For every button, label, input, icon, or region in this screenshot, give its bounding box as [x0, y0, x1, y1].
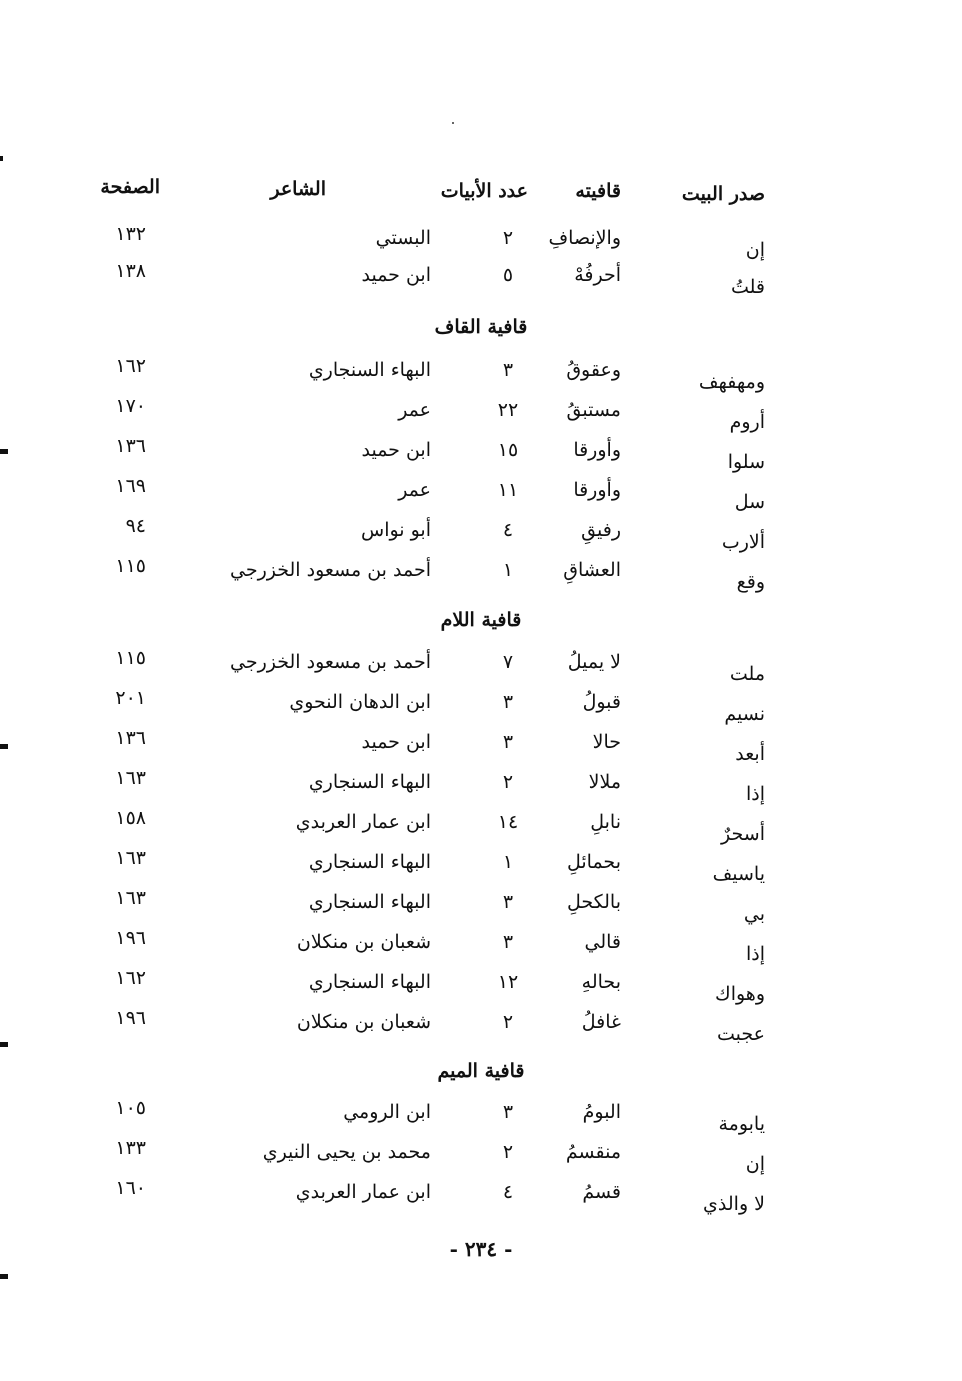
- first-word-cell: قلتُ: [730, 276, 765, 298]
- rhyme-cell: مستبقُ: [566, 399, 621, 421]
- scan-speck: [452, 122, 454, 124]
- poet-cell: شعبان بن منكلان: [296, 931, 431, 953]
- rhyme-cell: وأورقا: [573, 439, 621, 461]
- rhyme-cell: غافلُ: [581, 1011, 621, 1033]
- rhyme-cell: حالا: [592, 731, 621, 753]
- poet-cell: ابن الدهان النحوي: [289, 691, 431, 713]
- verse-count-cell: ٣: [502, 359, 514, 381]
- first-word-cell: سل: [734, 491, 765, 513]
- verse-count-cell: ٣: [502, 931, 514, 953]
- poet-cell: البهاء السنجاري: [308, 851, 431, 873]
- page-cell: ١٣٦: [115, 727, 146, 749]
- verse-count-cell: ١: [502, 559, 514, 581]
- poet-cell: ابن عمار العربدي: [295, 811, 431, 833]
- rhyme-cell: لا يميلُ: [567, 651, 621, 673]
- scan-edge-mark: [0, 156, 3, 161]
- verse-count-cell: ١٥: [497, 439, 519, 461]
- rhyme-section-title: قافية الميم: [437, 1060, 525, 1082]
- header-poet: الشاعر: [270, 178, 326, 200]
- poet-cell: ابن حميد: [361, 264, 431, 286]
- first-word-cell: ياسيف: [712, 863, 765, 885]
- page-cell: ١٣٦: [115, 435, 146, 457]
- verse-count-cell: ٢: [502, 771, 514, 793]
- poet-cell: محمد بن يحيى النيري: [262, 1141, 431, 1163]
- page-cell: ١٣٣: [115, 1137, 146, 1159]
- page-cell: ١٦٢: [115, 967, 146, 989]
- first-word-cell: بي: [743, 903, 765, 925]
- verse-count-cell: ٧: [502, 651, 514, 673]
- rhyme-cell: بحمائلِ: [566, 851, 621, 873]
- verse-count-cell: ١٢: [497, 971, 519, 993]
- rhyme-cell: وعقوقُ: [566, 359, 621, 381]
- first-word-cell: وقع: [736, 571, 765, 593]
- verse-count-cell: ٤: [502, 519, 514, 541]
- verse-count-cell: ١١: [497, 479, 519, 501]
- page-cell: ٩٤: [125, 515, 146, 537]
- header-rhyme: قافيته: [575, 180, 621, 202]
- first-word-cell: أروم: [729, 411, 765, 433]
- verse-count-cell: ١٤: [497, 811, 519, 833]
- page-cell: ٢٠١: [115, 687, 146, 709]
- rhyme-cell: قالي: [584, 931, 621, 953]
- rhyme-cell: نابلِ: [590, 811, 621, 833]
- poet-cell: أحمد بن مسعود الخزرجي: [230, 559, 431, 581]
- poet-cell: ابن حميد: [361, 439, 431, 461]
- rhyme-cell: بحالهِ: [581, 971, 621, 993]
- verse-count-cell: ٣: [502, 891, 514, 913]
- rhyme-cell: منقسمُ: [565, 1141, 621, 1163]
- poet-cell: البستي: [375, 227, 431, 249]
- scan-edge-mark: [0, 744, 8, 749]
- page-cell: ١٦٣: [115, 767, 146, 789]
- verse-count-cell: ٢٢: [497, 399, 519, 421]
- first-word-cell: أبعد: [735, 743, 765, 765]
- first-word-cell: ألارب: [721, 531, 765, 553]
- rhyme-section-title: قافية القاف: [434, 316, 528, 338]
- page-cell: ١٠٥: [115, 1097, 146, 1119]
- first-word-cell: أسحرٌ: [721, 823, 765, 845]
- poet-cell: البهاء السنجاري: [308, 891, 431, 913]
- verse-count-cell: ٣: [502, 691, 514, 713]
- page-cell: ١١٥: [115, 647, 146, 669]
- page-cell: ١٦٠: [115, 1177, 146, 1199]
- header-first-word: صدر البيت: [681, 183, 765, 205]
- page-cell: ١٣٨: [115, 260, 146, 282]
- verse-count-cell: ٣: [502, 1101, 514, 1123]
- header-page: الصفحة: [100, 176, 160, 198]
- poet-cell: عمر: [398, 399, 431, 421]
- page-cell: ١٦٣: [115, 847, 146, 869]
- poet-cell: البهاء السنجاري: [308, 771, 431, 793]
- first-word-cell: عجبت: [717, 1023, 765, 1045]
- page-number: - ٢٣٤ -: [449, 1237, 513, 1261]
- verse-count-cell: ٥: [502, 264, 514, 286]
- first-word-cell: نسيم: [724, 703, 765, 725]
- page-cell: ١٧٠: [115, 395, 146, 417]
- first-word-cell: إن: [745, 1153, 765, 1175]
- poet-cell: عمر: [398, 479, 431, 501]
- rhyme-cell: قسمُ: [582, 1181, 621, 1203]
- first-word-cell: ومهفهف: [698, 371, 765, 393]
- verse-count-cell: ٤: [502, 1181, 514, 1203]
- verse-count-cell: ٢: [502, 227, 514, 249]
- rhyme-cell: بالكحلِ: [566, 891, 621, 913]
- page-cell: ١٥٨: [115, 807, 146, 829]
- first-word-cell: لا والذي: [703, 1193, 765, 1215]
- verse-count-cell: ٢: [502, 1141, 514, 1163]
- page-cell: ١١٥: [115, 555, 146, 577]
- page-cell: ١٣٢: [115, 223, 146, 245]
- rhyme-cell: والإنصافِ: [548, 227, 621, 249]
- first-word-cell: سلوا: [727, 451, 765, 473]
- poet-cell: ابن حميد: [361, 731, 431, 753]
- scan-edge-mark: [0, 1042, 8, 1047]
- poet-cell: شعبان بن منكلان: [296, 1011, 431, 1033]
- rhyme-cell: قبولُ: [582, 691, 621, 713]
- first-word-cell: وهواك: [715, 983, 765, 1005]
- scan-edge-mark: [0, 1274, 8, 1279]
- verse-count-cell: ٢: [502, 1011, 514, 1033]
- first-word-cell: إن: [745, 239, 765, 261]
- rhyme-cell: ملالا: [588, 771, 621, 793]
- poet-cell: البهاء السنجاري: [308, 359, 431, 381]
- rhyme-cell: أحرفُهْ: [574, 264, 621, 286]
- page-cell: ١٦٩: [115, 475, 146, 497]
- page-cell: ١٦٣: [115, 887, 146, 909]
- poet-cell: البهاء السنجاري: [308, 971, 431, 993]
- rhyme-cell: رفيقِ: [581, 519, 621, 541]
- page-cell: ١٩٦: [115, 1007, 146, 1029]
- first-word-cell: ملت: [729, 663, 765, 685]
- rhyme-cell: البومُ: [582, 1101, 621, 1123]
- verse-count-cell: ١: [502, 851, 514, 873]
- first-word-cell: يابومة: [718, 1113, 765, 1135]
- header-verse-count: عدد الأبيات: [440, 180, 528, 202]
- verse-count-cell: ٣: [502, 731, 514, 753]
- first-word-cell: إذا: [745, 943, 765, 965]
- rhyme-section-title: قافية اللام: [440, 609, 522, 631]
- rhyme-cell: وأورقا: [573, 479, 621, 501]
- first-word-cell: إذا: [745, 783, 765, 805]
- poet-cell: ابن عمار العربدي: [295, 1181, 431, 1203]
- page-cell: ١٩٦: [115, 927, 146, 949]
- poet-cell: ابن الرومي: [343, 1101, 431, 1123]
- page-cell: ١٦٢: [115, 355, 146, 377]
- rhyme-cell: العشاقِ: [563, 559, 621, 581]
- poet-cell: أحمد بن مسعود الخزرجي: [230, 651, 431, 673]
- poet-cell: أبو نواس: [361, 519, 431, 541]
- scan-edge-mark: [0, 449, 8, 454]
